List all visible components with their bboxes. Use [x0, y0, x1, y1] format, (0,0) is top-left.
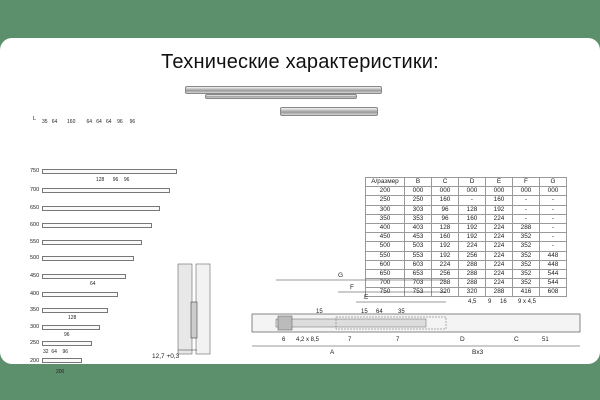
rail-350 [42, 308, 108, 313]
profile-section-drawing [148, 260, 228, 360]
length-500: 500 [30, 255, 40, 261]
rail-600 [42, 223, 152, 228]
dim-f: F [350, 284, 354, 291]
dim-96: 96 [117, 119, 123, 125]
table-cell: 224 [459, 242, 486, 251]
dim-a: A [330, 349, 335, 356]
rail-700 [42, 188, 170, 193]
rail-photo-bottom [280, 107, 378, 116]
table-cell: 352 [513, 269, 540, 278]
dim-64e: 64 [51, 349, 57, 355]
table-row [366, 251, 567, 260]
table-cell: 224 [486, 233, 513, 242]
table-cell: 608 [540, 288, 567, 297]
rail-photo-top [185, 86, 382, 94]
length-600: 600 [30, 222, 40, 228]
col-header: C [432, 178, 459, 187]
rail-650 [42, 206, 160, 211]
table-cell: 192 [459, 223, 486, 232]
row300-dim: 128 [68, 315, 77, 321]
table-cell: 303 [405, 205, 432, 214]
dim-64d: 64 [105, 119, 112, 125]
table-cell: 550 [366, 251, 405, 260]
table-cell: - [540, 205, 567, 214]
length-650: 650 [30, 205, 40, 211]
dim-7b: 7 [396, 337, 400, 343]
table-cell: 703 [405, 279, 432, 288]
table-cell: 753 [405, 288, 432, 297]
table-cell: 503 [405, 242, 432, 251]
table-cell: 352 [513, 233, 540, 242]
table-cell: 224 [432, 260, 459, 269]
dim-35: 35 [42, 119, 48, 125]
table-row [366, 223, 567, 232]
table-cell: 288 [459, 260, 486, 269]
table-cell: 450 [366, 233, 405, 242]
length-400: 400 [30, 291, 40, 297]
length-750: 750 [30, 168, 40, 174]
table-cell: 000 [459, 187, 486, 196]
row200-dims [43, 349, 68, 355]
dim-15b: 15 [361, 309, 368, 315]
table-row [366, 196, 567, 205]
table-cell: 320 [459, 288, 486, 297]
rail-300 [42, 325, 100, 330]
dim-15a: 15 [316, 309, 323, 315]
table-cell: 400 [366, 223, 405, 232]
rail-200 [42, 358, 82, 363]
length-250: 250 [30, 340, 40, 346]
table-cell: 256 [459, 251, 486, 260]
table-cell: 250 [405, 196, 432, 205]
length-700: 700 [30, 187, 40, 193]
table-cell: 224 [486, 251, 513, 260]
table-cell: 288 [459, 269, 486, 278]
dim-96e: 96 [62, 349, 69, 355]
table-cell: 448 [540, 251, 567, 260]
dim-45: 4,5 [468, 299, 477, 305]
table-cell: 352 [513, 279, 540, 288]
length-200: 200 [30, 358, 40, 364]
rail-750 [42, 169, 177, 174]
length-550: 550 [30, 239, 40, 245]
dim-9x45: 9 x 4,5 [518, 299, 537, 305]
table-cell: 128 [459, 205, 486, 214]
table-cell: 553 [405, 251, 432, 260]
table-cell: 320 [432, 288, 459, 297]
dim-96c: 96 [112, 177, 119, 183]
table-cell: 750 [366, 288, 405, 297]
dim-bx3: Bx3 [472, 349, 484, 356]
dim-35: 35 [398, 309, 405, 315]
dim-200-total: 200 [56, 369, 65, 375]
table-cell: 544 [540, 279, 567, 288]
dim-g: G [338, 272, 344, 279]
dim-d: D [460, 336, 465, 343]
table-cell: 288 [486, 288, 513, 297]
table-cell: 224 [486, 214, 513, 223]
dim-64c: 64 [96, 119, 102, 125]
table-cell: 448 [540, 260, 567, 269]
col-header: F [513, 178, 540, 187]
table-cell: - [513, 214, 540, 223]
table-cell: 250 [366, 196, 405, 205]
table-cell: 353 [405, 214, 432, 223]
table-cell: - [540, 196, 567, 205]
table-cell: 224 [486, 223, 513, 232]
table-cell: - [540, 242, 567, 251]
col-header: A/размер [366, 178, 405, 187]
table-cell: 000 [513, 187, 540, 196]
table-cell: 288 [459, 279, 486, 288]
table-cell: 000 [486, 187, 513, 196]
dim-160: 160 [67, 119, 76, 125]
dim-64: 64 [376, 309, 383, 315]
table-cell: - [513, 196, 540, 205]
table-cell: 500 [366, 242, 405, 251]
table-cell: 192 [432, 251, 459, 260]
dim-64: 64 [51, 119, 58, 125]
dim-7a: 7 [348, 337, 352, 343]
rail-250 [42, 341, 92, 346]
table-row [366, 214, 567, 223]
drawer-side [196, 264, 210, 354]
table-cell: 192 [459, 233, 486, 242]
table-cell: 352 [513, 260, 540, 269]
col-header: B [405, 178, 432, 187]
table-cell: 650 [366, 269, 405, 278]
row250-dim: 96 [64, 332, 70, 338]
rail-400 [42, 292, 118, 297]
table-cell: 160 [486, 196, 513, 205]
dim-32: 32 [43, 349, 49, 355]
table-cell: 160 [432, 233, 459, 242]
dim-51: 51 [542, 337, 549, 343]
table-cell: - [513, 205, 540, 214]
table-cell: 288 [432, 279, 459, 288]
side-view-drawing [246, 260, 586, 362]
table-cell: 224 [486, 279, 513, 288]
table-row [366, 242, 567, 251]
dim-16: 16 [500, 299, 507, 305]
table-cell: 288 [513, 223, 540, 232]
slide-profile [191, 302, 197, 338]
table-cell: 352 [513, 251, 540, 260]
dim-e: E [364, 294, 369, 301]
rail-550 [42, 240, 142, 245]
dim-64b: 64 [86, 119, 93, 125]
table-cell: 453 [405, 233, 432, 242]
table-row [366, 233, 567, 242]
table-cell: 192 [486, 205, 513, 214]
rail-inner [276, 319, 426, 327]
table-cell: 352 [513, 242, 540, 251]
table-cell: 603 [405, 260, 432, 269]
length-350: 350 [30, 307, 40, 313]
table-cell: 160 [432, 196, 459, 205]
table-cell: - [540, 223, 567, 232]
dim-128: 128 [96, 177, 105, 183]
table-cell: 600 [366, 260, 405, 269]
table-cell: 000 [432, 187, 459, 196]
row700-dims [96, 177, 129, 183]
table-header-row [366, 178, 567, 187]
dim-6: 6 [282, 337, 286, 343]
table-cell: - [459, 196, 486, 205]
table-cell: 224 [486, 242, 513, 251]
table-cell: 192 [432, 242, 459, 251]
rail-photo-top-slide [205, 94, 357, 99]
table-row [366, 205, 567, 214]
table-cell: 350 [366, 214, 405, 223]
table-cell: 300 [366, 205, 405, 214]
profile-dim-label: 12,7 +0,3 [152, 353, 180, 360]
spec-sheet [0, 38, 600, 375]
table-cell: 544 [540, 269, 567, 278]
table-cell: 403 [405, 223, 432, 232]
rail-500 [42, 256, 134, 261]
dim-96b: 96 [129, 119, 136, 125]
dim-c: C [514, 336, 519, 343]
table-cell: - [540, 233, 567, 242]
table-cell: 224 [486, 260, 513, 269]
table-cell: 224 [486, 269, 513, 278]
dim-96d: 96 [123, 177, 130, 183]
table-cell: 000 [540, 187, 567, 196]
col-header: G [540, 178, 567, 187]
cabinet-wall [178, 264, 192, 354]
table-row [366, 187, 567, 196]
table-cell: 416 [513, 288, 540, 297]
rail-end-stop [278, 316, 292, 330]
page-title: Технические характеристики: [161, 51, 439, 73]
table-cell: 96 [432, 214, 459, 223]
rail-450 [42, 274, 126, 279]
length-450: 450 [30, 273, 40, 279]
row450-dim: 64 [90, 281, 96, 287]
table-cell: 653 [405, 269, 432, 278]
table-cell: - [540, 214, 567, 223]
top-dims [42, 119, 135, 125]
dim-9: 9 [488, 299, 492, 305]
table-cell: 160 [459, 214, 486, 223]
table-cell: 256 [432, 269, 459, 278]
table-cell: 96 [432, 205, 459, 214]
col-header: E [486, 178, 513, 187]
dim-42: 4,2 x 8,5 [296, 337, 320, 343]
col-header: D [459, 178, 486, 187]
table-cell: 128 [432, 223, 459, 232]
length-300: 300 [30, 324, 40, 330]
table-cell: 700 [366, 279, 405, 288]
table-cell: 000 [405, 187, 432, 196]
length-header: L [33, 116, 37, 122]
table-cell: 200 [366, 187, 405, 196]
